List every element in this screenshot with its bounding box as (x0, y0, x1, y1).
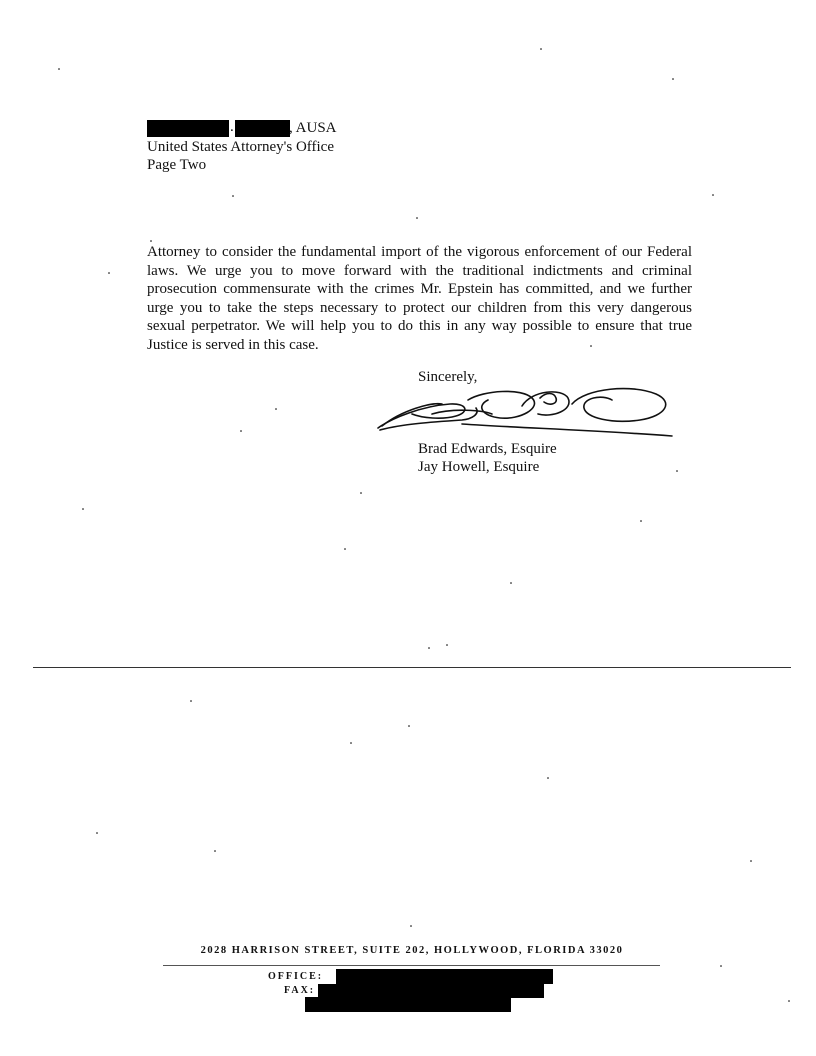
scan-speck (410, 925, 412, 927)
signer-brad-edwards: Brad Edwards, Esquire (418, 441, 557, 457)
name-separator-dot: . (230, 119, 234, 135)
redacted-last-name (235, 120, 290, 137)
scan-speck (408, 725, 410, 727)
scan-speck (540, 48, 542, 50)
scan-speck (640, 520, 642, 522)
footer-fax-label: FAX: (284, 985, 316, 996)
signer-jay-howell: Jay Howell, Esquire (418, 459, 540, 475)
page-indicator: Page Two (147, 157, 207, 173)
scan-speck (510, 582, 512, 584)
scan-speck (750, 860, 752, 862)
page-divider-line (33, 667, 791, 668)
footer-office-label: OFFICE: (268, 971, 324, 982)
scan-speck (150, 240, 152, 242)
handwritten-signature (372, 384, 677, 444)
scan-speck (58, 68, 60, 70)
scan-speck (96, 832, 98, 834)
scan-speck (360, 492, 362, 494)
scan-speck (214, 850, 216, 852)
redacted-fax-number (318, 984, 544, 998)
scan-speck (416, 217, 418, 219)
letter-body-paragraph: Attorney to consider the fundamental import of the vigorous enforcement of our Federal laws. We urge you to move forward with the traditional indictments and criminal prosecution commensurate with the crimes Mr. Epstein has committed, and we further urge you to take the steps necessary to protect our children from this very dangerous sexual perpetrator. We will help you to do this in any way possible to ensure that true Justice is served in this case. (147, 244, 692, 353)
redacted-office-phone (336, 969, 553, 984)
scan-speck (275, 408, 277, 410)
scan-speck (108, 272, 110, 274)
redacted-email (305, 997, 511, 1012)
closing-salutation: Sincerely, (418, 369, 478, 385)
redacted-first-name (147, 120, 229, 137)
scan-speck (590, 345, 592, 347)
scan-speck (82, 508, 84, 510)
scan-speck (428, 647, 430, 649)
scan-speck (547, 777, 549, 779)
recipient-office: United States Attorney's Office (147, 139, 334, 155)
footer-address: 2028 HARRISON STREET, SUITE 202, HOLLYWOOD, FLORIDA 33020 (200, 945, 624, 956)
scan-speck (446, 644, 448, 646)
footer-rule (163, 965, 660, 966)
scan-speck (350, 742, 352, 744)
scan-speck (344, 548, 346, 550)
scan-speck (190, 700, 192, 702)
scan-speck (232, 195, 234, 197)
scan-speck (240, 430, 242, 432)
scan-speck (788, 1000, 790, 1002)
scan-speck (720, 965, 722, 967)
recipient-title: , AUSA (289, 120, 337, 136)
scan-speck (712, 194, 714, 196)
scan-speck (676, 470, 678, 472)
scan-speck (672, 78, 674, 80)
